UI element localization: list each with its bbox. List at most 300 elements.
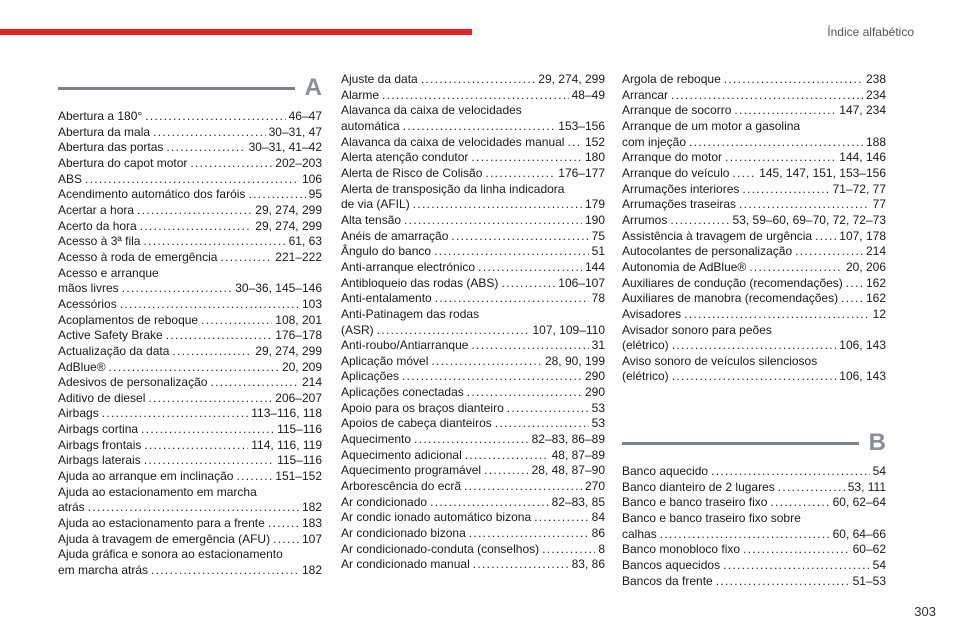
index-entry-line <box>622 495 886 511</box>
index-entry-term: Abertura das portas <box>58 140 164 155</box>
index-entry <box>58 485 322 516</box>
index-entry-term: Anéis de amarração <box>341 228 449 243</box>
dot-leader <box>471 150 582 166</box>
index-entry-pages: 75 <box>591 228 605 243</box>
index-entry <box>622 182 886 198</box>
index-entry <box>341 150 605 166</box>
index-entry-line <box>341 479 605 495</box>
index-entry-term: Arrumos <box>622 212 668 227</box>
index-entry <box>622 166 886 182</box>
index-entry-line <box>58 219 322 235</box>
index-entry-line <box>341 150 605 166</box>
index-entry-term: Arranque do veículo <box>622 165 730 180</box>
index-entry-term: Aplicação móvel <box>341 353 429 368</box>
dot-leader <box>268 516 299 532</box>
index-entry-line <box>622 88 886 104</box>
index-entry-pages: 147, 234 <box>839 103 886 118</box>
dot-leader <box>273 532 299 548</box>
index-entry-pages: 29, 274, 299 <box>255 343 322 358</box>
index-entry-term: Alerta de Risco de Colisão <box>341 165 483 180</box>
index-entry-line <box>341 260 605 276</box>
index-entry-line <box>58 140 322 156</box>
index-entry-line <box>341 323 605 339</box>
index-entry <box>58 516 322 532</box>
index-entry <box>622 291 886 307</box>
section-header-b <box>622 427 886 459</box>
index-entry-line <box>58 532 322 548</box>
index-entry-pages: 82–83, 86–89 <box>531 432 605 447</box>
dot-leader <box>732 166 756 182</box>
index-entry <box>622 72 886 88</box>
index-entry-pages: 51 <box>591 244 605 259</box>
index-entry <box>341 182 605 213</box>
index-entry-line <box>58 328 322 344</box>
index-entry-term: Banco aquecido <box>622 464 709 479</box>
index-entry-term: Abertura a 180° <box>58 109 143 123</box>
index-entry-pages: 179 <box>584 197 605 212</box>
dot-leader <box>144 438 248 454</box>
dot-leader <box>190 156 272 172</box>
index-entry-line <box>622 229 886 245</box>
index-entry-term: Anti-arranque electrónico <box>341 259 476 274</box>
index-entry-term: Aplicações <box>341 369 400 384</box>
index-entry-line <box>58 406 322 422</box>
dot-leader <box>172 344 252 360</box>
index-entry-pages: 48, 87–89 <box>551 447 605 462</box>
index-entry <box>58 140 322 156</box>
index-entry <box>341 526 605 542</box>
index-entry <box>341 479 605 495</box>
index-entry-line <box>58 250 322 266</box>
dot-leader <box>431 354 542 370</box>
index-entry-term: Acendimento automático dos faróis <box>58 187 246 202</box>
dot-leader <box>120 297 299 313</box>
index-column-1 <box>58 72 322 579</box>
dot-leader <box>434 244 589 260</box>
index-entry-line <box>341 416 605 432</box>
index-entry-line <box>341 229 605 245</box>
index-entry-term: Anti-entalamento <box>341 291 432 306</box>
index-entry-line <box>58 203 322 219</box>
index-entry-term: Banco monobloco fixo <box>622 542 741 557</box>
dot-leader <box>421 72 536 88</box>
index-entry-line <box>341 166 605 182</box>
dot-leader <box>382 88 569 104</box>
index-entry <box>622 276 886 292</box>
index-entry-line <box>58 125 322 141</box>
dot-leader <box>451 229 588 245</box>
index-entry-term: Alerta atenção condutor <box>341 150 469 165</box>
index-entry-pages: 71–72, 77 <box>832 181 886 196</box>
dot-leader <box>109 360 279 376</box>
index-entry-term: com injeção <box>622 134 687 149</box>
index-entry-line <box>622 182 886 198</box>
index-entry <box>58 297 322 313</box>
index-entry-term: Acesso à 3ª fila <box>58 234 141 249</box>
index-entry-line <box>622 150 886 166</box>
index-entry-line <box>341 463 605 479</box>
index-entry-pages: 103 <box>301 296 322 311</box>
index-entry <box>622 464 886 480</box>
index-entry-pages: 82–83, 85 <box>551 494 605 509</box>
dot-leader <box>742 182 829 198</box>
index-entry-term: Ar condic ionado automático bizona <box>341 510 532 525</box>
dot-leader <box>464 479 582 495</box>
index-entry-line <box>58 313 322 329</box>
dot-leader <box>660 527 830 543</box>
index-entry-line <box>622 464 886 480</box>
dot-leader <box>567 135 581 151</box>
index-entry <box>58 547 322 578</box>
index-entry-pages: 188 <box>865 134 886 149</box>
index-entry <box>341 338 605 354</box>
index-entry-pages: 31 <box>591 338 605 353</box>
index-entry-pages: 29, 274, 299 <box>255 202 322 217</box>
dot-leader <box>495 416 589 432</box>
index-entry-line <box>622 213 886 229</box>
dot-leader <box>478 260 582 276</box>
index-entry-line <box>341 213 605 229</box>
dot-leader <box>377 323 530 339</box>
index-entry-line <box>341 495 605 511</box>
index-entry <box>341 463 605 479</box>
dot-leader <box>148 391 272 407</box>
index-entry-pages: 114, 116, 119 <box>251 437 322 452</box>
dot-leader <box>795 244 863 260</box>
index-entry-term: AdBlue® <box>58 359 106 374</box>
dot-leader <box>137 203 252 219</box>
dot-leader <box>141 422 274 438</box>
dot-leader <box>778 480 845 496</box>
index-entry <box>622 480 886 496</box>
index-entry-line <box>341 542 605 558</box>
index-entry <box>622 150 886 166</box>
index-entry <box>341 510 605 526</box>
index-entry-line <box>341 354 605 370</box>
index-entry-term: Ângulo do banco <box>341 244 432 259</box>
index-entry <box>58 438 322 454</box>
dot-leader <box>743 542 850 558</box>
index-entry-pages: 214 <box>301 375 322 390</box>
index-entry-line <box>622 558 886 574</box>
index-entry <box>341 260 605 276</box>
index-entry <box>341 244 605 260</box>
dot-leader <box>166 328 273 344</box>
index-entry-pages: 60, 64–66 <box>832 526 886 541</box>
index-entry-line <box>622 260 886 276</box>
index-entry-pages: 84 <box>591 510 605 525</box>
index-entry-term: Active Safety Brake <box>58 328 163 343</box>
index-entry-line <box>341 432 605 448</box>
index-entry-term: Arrumações traseiras <box>622 197 737 212</box>
index-entry <box>58 406 322 422</box>
index-entry <box>58 219 322 235</box>
index-entry-line <box>58 375 322 391</box>
index-entry <box>622 495 886 511</box>
index-entry-text: Alerta de transposição da linha indicadora <box>341 181 565 196</box>
index-entry <box>341 557 605 573</box>
index-entry-pages: 12 <box>872 306 886 321</box>
index-entry <box>58 422 322 438</box>
index-entry-line <box>622 276 886 292</box>
index-entry-pages: 20, 209 <box>281 359 322 374</box>
section-header-a <box>58 72 322 104</box>
index-entry <box>58 360 322 376</box>
index-entry-pages: 106, 143 <box>839 338 886 353</box>
dot-leader <box>402 369 582 385</box>
index-entry-term: Arranque de socorro <box>622 103 732 118</box>
index-entry <box>58 453 322 469</box>
index-entry-line <box>341 291 605 307</box>
dot-leader <box>201 313 272 329</box>
index-entry-text: Arranque de um motor a gasolina <box>622 118 801 133</box>
dot-leader <box>469 526 589 542</box>
index-entry <box>622 213 886 229</box>
dot-leader <box>467 385 582 401</box>
dot-leader <box>534 510 589 526</box>
index-entry-pages: 108, 201 <box>275 312 322 327</box>
dot-leader <box>542 542 595 558</box>
index-entry <box>58 391 322 407</box>
index-entry-pages: 29, 274, 299 <box>538 72 605 86</box>
dot-leader <box>723 558 870 574</box>
index-entry <box>341 276 605 292</box>
index-entry-pages: 153–156 <box>558 118 605 133</box>
index-entry-term: Ajuda à travagem de emergência (AFU) <box>58 531 271 546</box>
index-entry-line <box>622 244 886 260</box>
index-entry-pages: 106–107 <box>558 275 605 290</box>
index-entry <box>58 187 322 203</box>
index-entry-pages: 151–152 <box>275 469 322 484</box>
index-entry-pages: 162 <box>865 291 886 306</box>
index-entry <box>622 323 886 354</box>
index-entry-term: Autocolantes de personalização <box>622 244 793 259</box>
index-entry-term: Bancos da frente <box>622 573 713 588</box>
index-entry-term: Acessórios <box>58 296 117 311</box>
index-entry <box>58 125 322 141</box>
index-entry-pages: 95 <box>308 187 322 202</box>
index-entry-line <box>341 510 605 526</box>
dot-leader <box>473 557 569 573</box>
index-entry-text: Banco e banco traseiro fixo sobre <box>622 511 801 526</box>
index-entry-pages: 107 <box>301 531 322 546</box>
dot-leader <box>689 135 863 151</box>
index-entry-term: Apoio para os braços dianteiro <box>341 400 504 415</box>
index-entry-term: atrás <box>58 500 85 515</box>
index-entry-term: Aplicações conectadas <box>341 385 464 400</box>
dot-leader <box>220 250 272 266</box>
index-entry-text: Avisador sonoro para peões <box>622 322 772 337</box>
dot-leader <box>140 219 253 235</box>
index-entry-term: ABS <box>58 171 83 186</box>
index-entry-pages: 53 <box>591 400 605 415</box>
index-entry-pages: 190 <box>584 212 605 227</box>
index-entry-pages: 202–203 <box>275 155 322 170</box>
index-entry-term: Airbags laterais <box>58 453 141 468</box>
dot-leader <box>430 495 549 511</box>
index-entry-pages: 78 <box>591 291 605 306</box>
index-entry-term: em marcha atrás <box>58 563 149 578</box>
dot-leader <box>403 119 556 135</box>
index-entry-term: Arborescência do ecrã <box>341 479 462 494</box>
index-entry-term: calhas <box>622 526 657 541</box>
index-entry-term: Bancos aquecidos <box>622 558 721 573</box>
index-entry-term: Aquecimento <box>341 432 412 447</box>
index-entry-text: Aviso sonoro de veículos silenciosos <box>622 353 818 368</box>
index-entry-line <box>622 338 886 354</box>
index-entry-line <box>341 385 605 401</box>
index-entry-term: Antibloqueio das rodas (ABS) <box>341 275 499 290</box>
index-entry-term: Adesivos de personalização <box>58 375 208 390</box>
index-entry-pages: 113–116, 118 <box>251 406 322 421</box>
index-entry-pages: 162 <box>865 275 886 290</box>
index-entry-term: Arrumações interiores <box>622 181 740 196</box>
index-entry-line <box>58 563 322 579</box>
dot-leader <box>144 453 274 469</box>
index-entry-term: Arranque do motor <box>622 150 723 165</box>
index-entry-term: Abertura da mala <box>58 124 151 139</box>
section-letter: B <box>868 429 886 457</box>
index-entry <box>341 72 605 88</box>
dot-leader <box>153 125 266 141</box>
index-entry <box>622 260 886 276</box>
index-entry <box>341 166 605 182</box>
index-entry-pages: 290 <box>584 369 605 384</box>
index-entry <box>622 88 886 104</box>
index-entry-term: Banco e banco traseiro fixo <box>622 495 768 510</box>
dot-leader <box>236 469 272 485</box>
index-entry <box>622 558 886 574</box>
index-entry-line <box>58 172 322 188</box>
index-entry-term: (ASR) <box>341 322 374 337</box>
index-entry-line <box>58 234 322 250</box>
index-entry-line <box>58 281 322 297</box>
index-entry-pages: 115–116 <box>277 453 322 468</box>
dot-leader <box>484 463 529 479</box>
index-entry-line <box>622 291 886 307</box>
index-entry-pages: 60–62 <box>852 542 886 557</box>
dot-leader <box>88 500 299 516</box>
index-entry-term: automática <box>341 118 400 133</box>
index-entry <box>58 203 322 219</box>
index-entry-pages: 176–177 <box>558 165 605 180</box>
index-entry <box>58 328 322 344</box>
index-entry-line <box>622 542 886 558</box>
index-entry-pages: 60, 62–64 <box>832 495 886 510</box>
index-entry-term: Ar condicionado manual <box>341 557 470 572</box>
index-entry-line <box>622 527 886 543</box>
index-entry <box>341 369 605 385</box>
index-entry-line <box>341 369 605 385</box>
index-column-2 <box>341 72 605 573</box>
index-entry-line <box>341 557 605 573</box>
index-entry <box>341 416 605 432</box>
dot-leader <box>724 72 863 88</box>
index-entry-pages: 8 <box>598 541 605 556</box>
index-entry-term: Ajuste da data <box>341 72 418 86</box>
index-entry-pages: 51–53 <box>852 573 886 588</box>
index-entry <box>622 511 886 542</box>
index-entry-pages: 115–116 <box>277 422 322 437</box>
index-entry-term: Auxiliares de condução (recomendações) <box>622 275 843 290</box>
index-entry-line <box>341 135 605 151</box>
dot-leader <box>435 291 589 307</box>
dot-leader <box>413 197 582 213</box>
index-entry-line <box>622 307 886 323</box>
index-entry-line <box>58 360 322 376</box>
dot-leader <box>122 281 233 297</box>
index-entry-pages: 180 <box>584 150 605 165</box>
dot-leader <box>151 563 299 579</box>
dot-leader <box>684 307 869 323</box>
dot-leader <box>166 140 245 156</box>
section-rule <box>58 87 295 90</box>
dot-leader <box>672 338 837 354</box>
index-entry-term: Avisadores <box>622 306 682 321</box>
dot-leader <box>734 103 836 119</box>
index-entry-term: Acesso à roda de emergência <box>58 249 218 264</box>
page-number: 303 <box>914 604 936 619</box>
index-entry <box>58 250 322 266</box>
dot-leader <box>404 213 582 229</box>
dot-leader <box>725 150 836 166</box>
index-entry <box>622 574 886 590</box>
index-entry <box>341 354 605 370</box>
index-entry-line <box>58 453 322 469</box>
index-entry <box>58 172 322 188</box>
index-entry-line <box>341 119 605 135</box>
index-entry-pages: 30–31, 41–42 <box>248 140 322 155</box>
dot-leader <box>507 401 589 417</box>
index-entry-line <box>622 72 886 88</box>
index-entry-text: Ajuda gráfica e sonora ao estacionamento <box>58 547 283 562</box>
index-entry-term: Aquecimento programável <box>341 463 482 478</box>
dot-leader <box>716 574 850 590</box>
dot-leader <box>471 338 588 354</box>
index-entry-pages: 48–49 <box>571 87 605 102</box>
index-entry <box>622 103 886 119</box>
index-entry-term: Ajuda ao arranque em inclinação <box>58 469 234 484</box>
dot-leader <box>143 234 285 250</box>
index-entry-pages: 206–207 <box>275 390 322 405</box>
section-letter: A <box>304 74 322 101</box>
index-entry <box>341 542 605 558</box>
index-entry-pages: 290 <box>584 385 605 400</box>
index-entry-pages: 144, 146 <box>839 150 886 165</box>
dot-leader <box>815 229 836 245</box>
index-entry-line <box>622 197 886 213</box>
index-entry-pages: 234 <box>865 87 886 102</box>
index-entry-line <box>341 244 605 260</box>
index-entry-line <box>58 391 322 407</box>
index-entry-line <box>58 516 322 532</box>
index-entry-text: Acesso e arranque <box>58 265 159 280</box>
index-entry-term: Ajuda ao estacionamento para a frente <box>58 516 265 531</box>
index-entry-line <box>341 197 605 213</box>
index-entry <box>622 197 886 213</box>
index-entry-term: (elétrico) <box>622 369 669 384</box>
dot-leader <box>465 448 549 464</box>
index-entry <box>58 469 322 485</box>
index-entry-text: Anti-Patinagem das rodas <box>341 306 480 321</box>
index-entry-pages: 221–222 <box>275 249 322 264</box>
index-entry <box>622 354 886 385</box>
dot-leader <box>711 464 870 480</box>
index-entry-term: Actualização da data <box>58 343 170 358</box>
index-entry-pages: 152 <box>584 134 605 149</box>
index-entry <box>58 313 322 329</box>
index-entry <box>58 234 322 250</box>
